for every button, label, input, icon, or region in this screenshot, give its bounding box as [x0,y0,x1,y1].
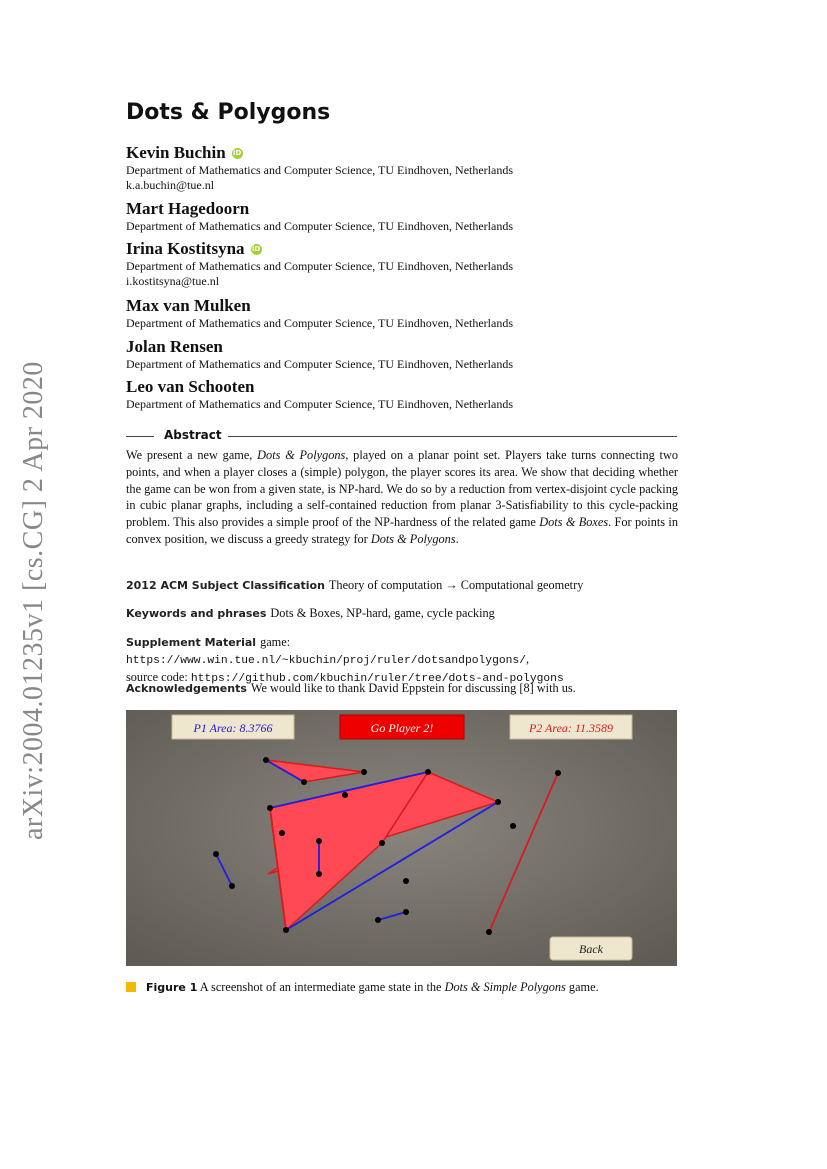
author-block [126,337,513,372]
abstract-text: We present a new game, Dots & Polygons, played on a planar point set. Players take turns connecting two points, and when a player closes a (simple) polygon, the player scores its area. We show that deciding whether the game can be won from a given state, is NP-hard. We do so by a reduction from vertex-disjoint cycle packing in cubic planar graphs, including a self-contained reduction from planar 3-Satisfiability to this cycle-packing problem. This also provides a simple proof of the NP-hardness of the related game Dots & Boxes. For points in convex position, we discuss a greedy strategy for Dots & Polygons. [126,448,678,546]
acm-classification: 2012 ACM Subject Classification Theory of computation → Computational geometry [126,578,584,592]
author-email: i.kostitsyna@tue.nl [126,274,220,288]
author-block [126,377,513,412]
dot[interactable] [379,840,385,846]
dot[interactable] [316,838,322,844]
author-block [126,199,513,234]
author-affiliation: Department of Mathematics and Computer Science, TU Eindhoven, Netherlands [126,219,513,233]
author-name: Mart Hagedoorn [126,199,250,218]
dot[interactable] [301,779,307,785]
source-code-link[interactable]: https://github.com/kbuchin/ruler/tree/dots-and-polygons [190,673,564,685]
dot[interactable] [425,769,431,775]
author-name: Irina Kostitsyna [126,239,245,258]
dot[interactable] [229,883,235,889]
paper-title: Dots & Polygons [126,100,331,125]
dot[interactable] [361,769,367,775]
author-name: Leo van Schooten [126,377,255,396]
author-block [126,296,513,331]
figure-caption: Figure 1 A screenshot of an intermediate game state in the Dots & Simple Polygons game. [126,980,599,995]
dot[interactable] [495,799,501,805]
author-affiliation: Department of Mathematics and Computer Science, TU Eindhoven, Netherlands [126,397,513,411]
turn-text: Go Player 2! [370,721,434,735]
back-label[interactable]: Back [579,942,603,956]
player1-area-text: P1 Area: 8.3766 [193,721,273,735]
dot[interactable] [403,909,409,915]
author-block [126,143,513,193]
dot[interactable] [555,770,561,776]
game-link[interactable]: https://www.win.tue.nl/~kbuchin/proj/ruler/dotsandpolygons/ [126,655,526,667]
back-button[interactable] [550,937,632,960]
acknowledgements: Acknowledgements We would like to thank David Eppstein for discussing [8] with us. [126,681,576,695]
dot[interactable] [279,830,285,836]
supplement-material: Supplement Material game: https://www.win.tue.nl/~kbuchin/proj/ruler/dotsandpolygons/, source code: https://github.com/kbuchin/ruler/tree/dots-and-polygons [126,635,564,685]
game-screenshot [126,710,677,966]
orcid-icon[interactable]: iD [233,148,242,157]
dot[interactable] [342,792,348,798]
dot[interactable] [283,927,289,933]
author-affiliation: Department of Mathematics and Computer Science, TU Eindhoven, Netherlands [126,259,513,273]
dot[interactable] [263,757,269,763]
author-affiliation: Department of Mathematics and Computer Science, TU Eindhoven, Netherlands [126,316,513,330]
orcid-icon[interactable]: iD [251,244,261,253]
player2-area-text: P2 Area: 11.3589 [528,721,614,735]
dot[interactable] [316,871,322,877]
author-affiliation: Department of Mathematics and Computer Science, TU Eindhoven, Netherlands [126,357,513,371]
author-name: Kevin Buchin [126,143,226,162]
player2-score-panel [510,715,632,739]
dot[interactable] [375,917,381,923]
keywords: Keywords and phrases Dots & Boxes, NP-hard, game, cycle packing [126,606,495,620]
player1-score-panel [172,715,294,739]
dot[interactable] [213,851,219,857]
author-block [126,239,513,289]
author-affiliation: Department of Mathematics and Computer Science, TU Eindhoven, Netherlands [126,163,513,177]
turn-indicator [340,715,464,739]
dot[interactable] [486,929,492,935]
author-name: Max van Mulken [126,296,251,315]
caption-marker-icon [126,982,136,992]
abstract-heading: Abstract [158,428,228,442]
author-name: Jolan Rensen [126,337,223,356]
arxiv-identifier: arXiv:2004.01235v1 [cs.CG] 2 Apr 2020 [18,361,49,840]
dot[interactable] [267,805,273,811]
dot[interactable] [510,823,516,829]
game-board [126,710,677,966]
dot[interactable] [403,878,409,884]
author-email: k.a.buchin@tue.nl [126,178,215,192]
